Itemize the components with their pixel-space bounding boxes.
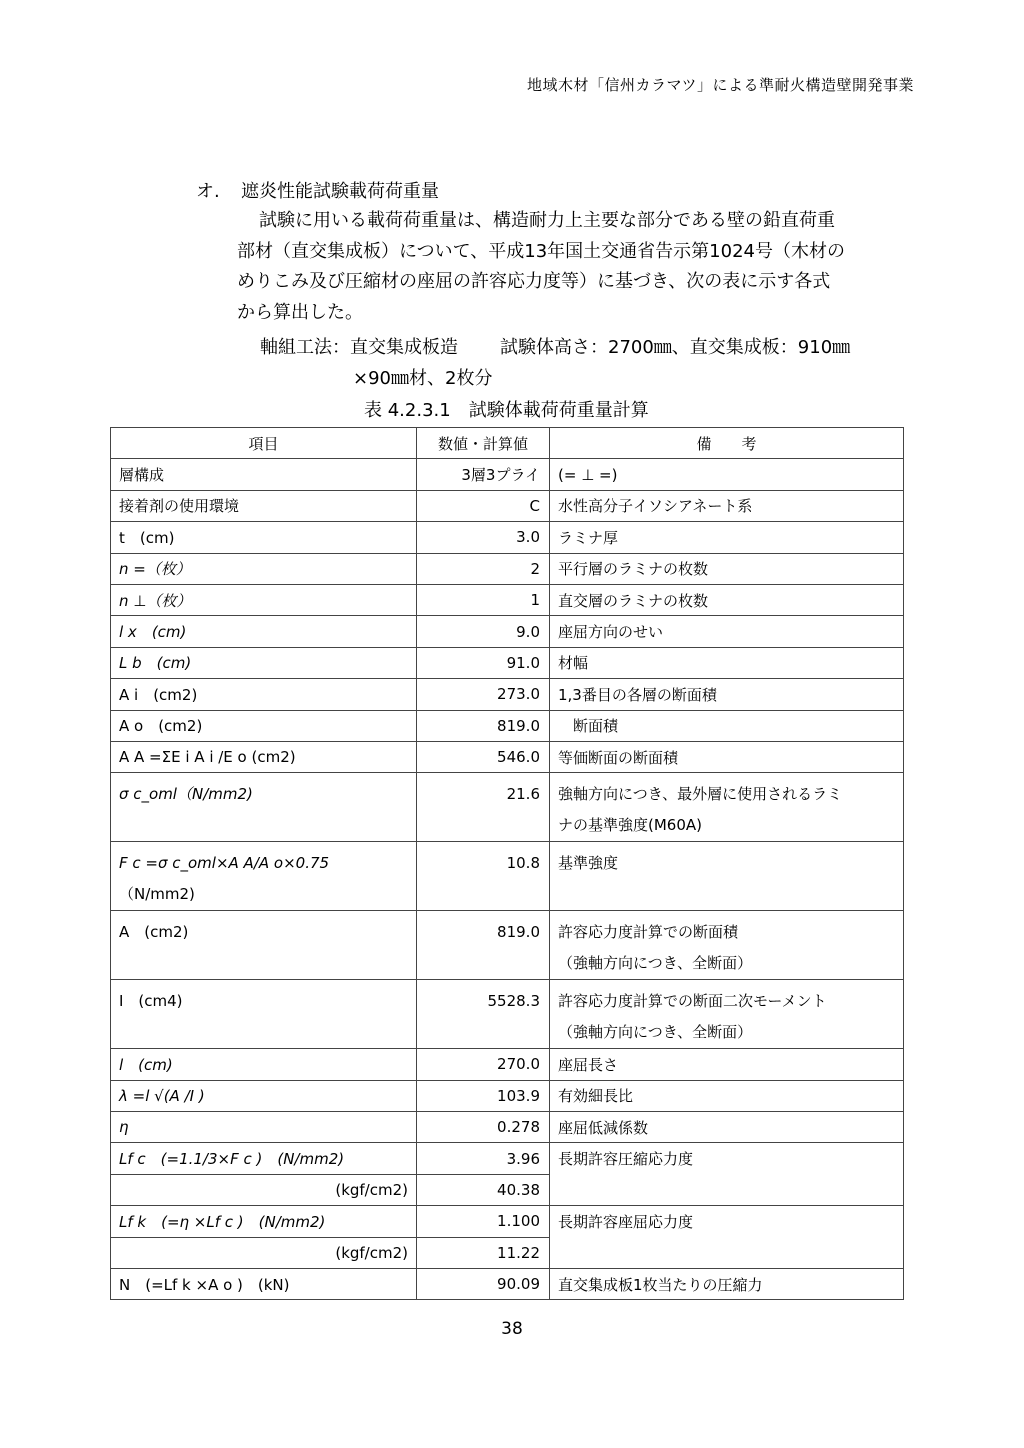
table-row [111,842,904,911]
cell-note: 平行層のラミナの枚数 [550,553,904,584]
paragraph-line: 試験に用いる載荷荷重量は、構造耐力上主要な部分である壁の鉛直荷重 [259,210,835,231]
cell-value: 270.0 [417,1049,550,1080]
note-line: （強軸方向につき、全断面） [558,1023,753,1042]
cell-value: 90.09 [417,1269,550,1300]
cell-note: ラミナ厚 [550,522,904,553]
cell-item: I (cm4) [111,980,417,1049]
cell-note: 断面積 [550,710,904,741]
table-row [111,584,904,615]
cell-value: 3層3プライ [417,459,550,490]
cell-note: 水性高分子イソシアネート系 [550,490,904,521]
table-row [111,741,904,772]
paragraph-line: 部材（直交集成板）について、平成13年国土交通省告示第1024号（木材の [237,240,845,262]
cell-item: A (cm2) [111,911,417,980]
table-row [111,553,904,584]
page-header: 地域木材「信州カラマツ」による準耐火構造壁開発事業 [526,76,914,94]
note-line: 許容応力度計算での断面積 [558,923,739,942]
paragraph-line: めりこみ及び圧縮材の座屈の許容応力度等）に基づき、次の表に示す各式 [237,271,831,292]
table-row [111,773,904,842]
cell-note: 座屈長さ [550,1049,904,1080]
cell-note [550,773,904,842]
cell-note [550,980,904,1049]
table-row [111,459,904,490]
cell-note: (= ⊥ =) [550,459,904,490]
cell-note: 直交層のラミナの枚数 [550,584,904,615]
note-line: （強軸方向につき、全断面） [558,954,753,973]
table-row [111,710,904,741]
table-caption: 表 4.2.3.1 試験体載荷荷重量計算 [364,400,649,421]
note-line: 強軸方向につき、最外層に使用されるラミ [558,785,843,804]
table-row [111,1049,904,1080]
column-header-value: 数値・計算値 [417,428,550,459]
cell-value: 546.0 [417,741,550,772]
table-row [111,679,904,710]
cell-value: 1 [417,584,550,615]
table-row [111,647,904,678]
cell-value: 3.0 [417,522,550,553]
cell-value: 21.6 [417,773,550,842]
cell-item: A A =ΣE i A i /E o (cm2) [111,741,417,772]
table-row [111,1269,904,1300]
table-row [111,1206,904,1237]
table-row [111,490,904,521]
cell-value: 819.0 [417,911,550,980]
cell-note [550,911,904,980]
table-row [111,980,904,1049]
cell-value: C [417,490,550,521]
cell-item: N (=Lf k ×A o ) (kN) [111,1269,417,1300]
table-row [111,911,904,980]
cell-item [111,842,417,911]
cell-item: η [111,1112,417,1143]
page-number: 38 [501,1319,523,1339]
section-title: 遮炎性能試験載荷荷重量 [241,181,439,202]
cell-note: 長期許容圧縮応力度 [550,1143,904,1206]
note-line: ナの基準強度(M60A) [558,816,702,835]
note-line: 許容応力度計算での断面二次モーメント [558,992,827,1011]
column-header-item: 項目 [111,428,417,459]
table-row [111,1143,904,1174]
construction-method: 軸組工法：直交集成板造 [260,337,458,358]
cell-value: 11.22 [417,1237,550,1268]
cell-value: 9.0 [417,616,550,647]
cell-value: 273.0 [417,679,550,710]
cell-item: A o (cm2) [111,710,417,741]
cell-value: 819.0 [417,710,550,741]
test-conditions [260,333,850,359]
cell-item: A i (cm2) [111,679,417,710]
cell-note: 長期許容座屈応力度 [550,1206,904,1269]
cell-note: 1,3番目の各層の断面積 [550,679,904,710]
cell-value: 0.278 [417,1112,550,1143]
cell-note: 座屈方向のせい [550,616,904,647]
cell-item: L b (cm) [111,647,417,678]
body-paragraph [237,206,877,328]
section-heading [196,177,439,203]
column-header-note: 備 考 [550,428,904,459]
cell-note: 直交集成板1枚当たりの圧縮力 [550,1269,904,1300]
cell-item: 接着剤の使用環境 [111,490,417,521]
table-row [111,616,904,647]
cell-value: 10.8 [417,842,550,911]
cell-item: t (cm) [111,522,417,553]
cell-note: 基準強度 [550,842,904,911]
cell-item: λ =l √(A /I ) [111,1080,417,1111]
cell-item: σ c_oml（N/mm2) [111,773,417,842]
table-row [111,1112,904,1143]
cell-item-unit: (kgf/cm2) [111,1237,417,1268]
specimen-dimensions: 試験体高さ：2700㎜、直交集成板：910㎜ [500,337,851,358]
load-calculation-table [110,427,904,1300]
cell-value: 2 [417,553,550,584]
cell-item: n =（枚） [111,553,417,584]
table-row [111,522,904,553]
table-row [111,1080,904,1111]
cell-value: 1.100 [417,1206,550,1237]
cell-value: 40.38 [417,1174,550,1205]
cell-note: 有効細長比 [550,1080,904,1111]
cell-item: Lf k (=η ×Lf c ) (N/mm2) [111,1206,417,1237]
cell-item: Lf c (=1.1/3×F c ) (N/mm2) [111,1143,417,1174]
cell-note: 座屈低減係数 [550,1112,904,1143]
cell-value: 91.0 [417,647,550,678]
paragraph-line: から算出した。 [237,301,363,323]
cell-item-unit: (kgf/cm2) [111,1174,417,1205]
table-header-row [111,428,904,459]
cell-item: l x (cm) [111,616,417,647]
cell-item: l (cm) [111,1049,417,1080]
cell-item: 層構成 [111,459,417,490]
cell-item: n ⊥（枚） [111,584,417,615]
item-line: F c =σ c_oml×A A/A o×0.75 [119,854,330,873]
section-number: オ. [196,181,220,202]
cell-value: 5528.3 [417,980,550,1049]
specimen-thickness: ×90㎜材、2枚分 [353,368,493,389]
cell-note: 等価断面の断面積 [550,741,904,772]
item-line: （N/mm2) [119,885,195,904]
cell-value: 103.9 [417,1080,550,1111]
cell-value: 3.96 [417,1143,550,1174]
cell-note: 材幅 [550,647,904,678]
